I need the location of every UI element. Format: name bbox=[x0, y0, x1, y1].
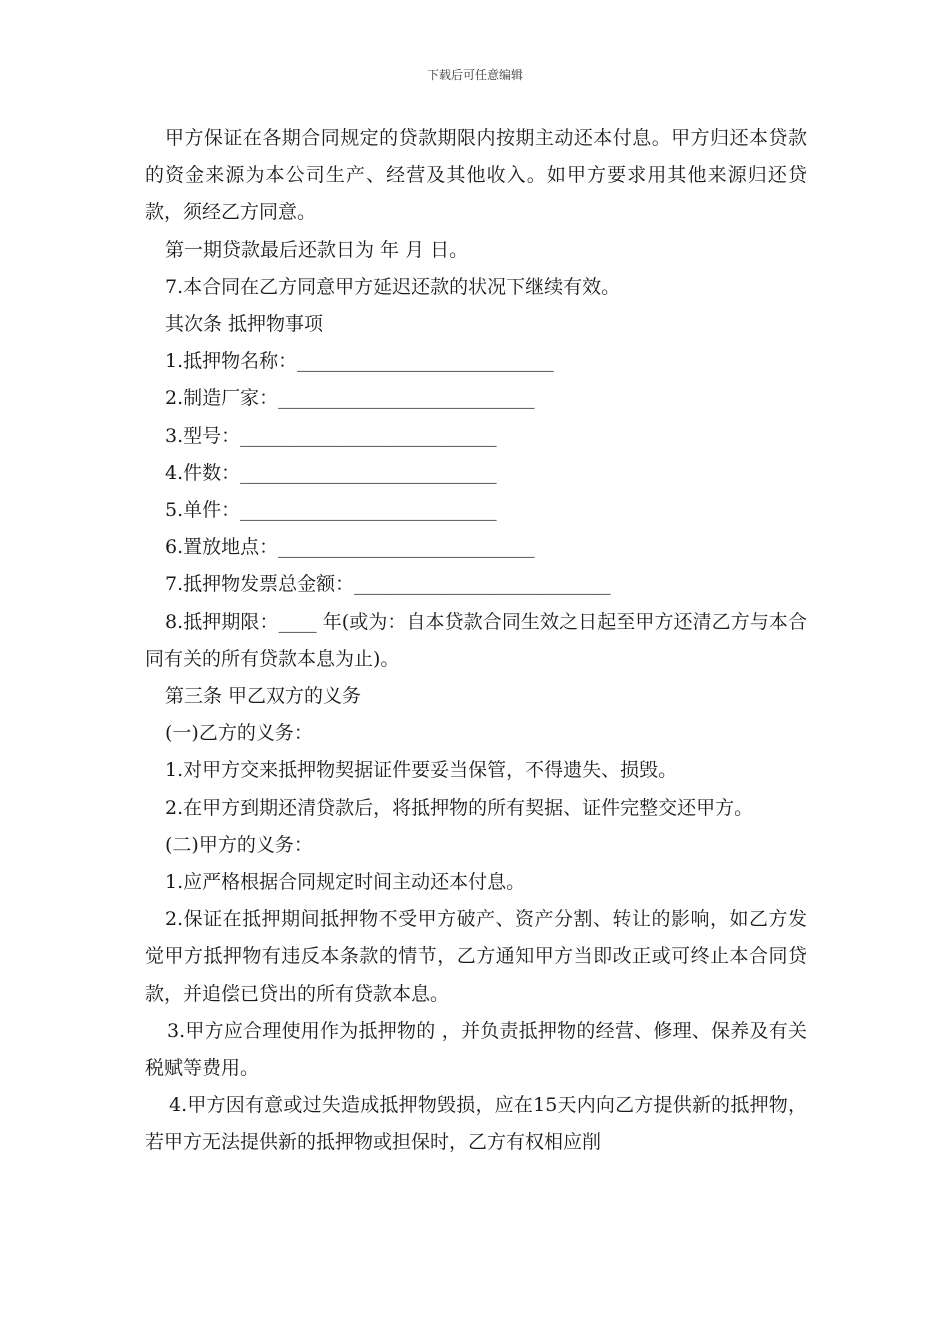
field-invoice-amount: 7.抵押物发票总金额：___________________________ bbox=[165, 573, 611, 596]
paragraph-clause-7: 7.本合同在乙方同意甲方延迟还款的状况下继续有效。 bbox=[165, 275, 621, 298]
field-mortgage-term: 8.抵押期限：____ 年(或为：自本贷款合同生效之日起至甲方还清乙方与本合同有关的所有贷款本息为止)。 bbox=[145, 610, 807, 670]
party-b-obligation-1: 1.对甲方交来抵押物契据证件要妥当保管，不得遗失、损毁。 bbox=[165, 759, 678, 782]
field-model: 3.型号：___________________________ bbox=[165, 424, 497, 447]
field-location: 6.置放地点：___________________________ bbox=[165, 536, 535, 559]
party-a-obligation-3: 3.甲方应合理使用作为抵押物的 ，并负责抵押物的经营、修理、保养及有关税赋等费用。 bbox=[145, 1019, 807, 1080]
subheading-party-b-obligations: (一)乙方的义务： bbox=[165, 722, 313, 745]
paragraph-repayment-guarantee: 甲方保证在各期合同规定的贷款期限内按期主动还本付息。甲方归还本贷款的资金来源为本公司生产、经营及其他收入。如甲方要求用其他来源归还贷款，须经乙方同意。 bbox=[145, 127, 807, 224]
page-header: 下载后可任意编辑 bbox=[426, 68, 523, 82]
document-body bbox=[145, 120, 807, 1162]
party-b-obligation-2: 2.在甲方到期还清贷款后，将抵押物的所有契据、证件完整交还甲方。 bbox=[165, 796, 754, 819]
party-a-obligation-1: 1.应严格根据合同规定时间主动还本付息。 bbox=[165, 871, 526, 894]
paragraph-first-due-date: 第一期贷款最后还款日为 年 月 日。 bbox=[165, 238, 469, 261]
section-heading-obligations: 第三条 甲乙双方的义务 bbox=[165, 685, 362, 708]
field-collateral-name: 1.抵押物名称：___________________________ bbox=[165, 350, 554, 373]
party-a-obligation-4: 4.甲方因有意或过失造成抵押物毁损，应在15天内向乙方提供新的抵押物，若甲方无法提供新的抵押物或担保时，乙方有权相应削 bbox=[145, 1094, 807, 1154]
section-heading-collateral: 其次条 抵押物事项 bbox=[165, 313, 324, 336]
field-unit: 5.单件：___________________________ bbox=[165, 499, 497, 522]
field-manufacturer: 2.制造厂家：___________________________ bbox=[165, 387, 535, 410]
subheading-party-a-obligations: (二)甲方的义务： bbox=[165, 833, 313, 856]
party-a-obligation-2: 2.保证在抵押期间抵押物不受甲方破产、资产分割、转让的影响，如乙方发觉甲方抵押物有违反本条款的情节，乙方通知甲方当即改正或可终止本合同贷款，并追偿已贷出的所有贷款本息。 bbox=[145, 908, 807, 1005]
field-quantity: 4.件数：___________________________ bbox=[165, 461, 497, 484]
